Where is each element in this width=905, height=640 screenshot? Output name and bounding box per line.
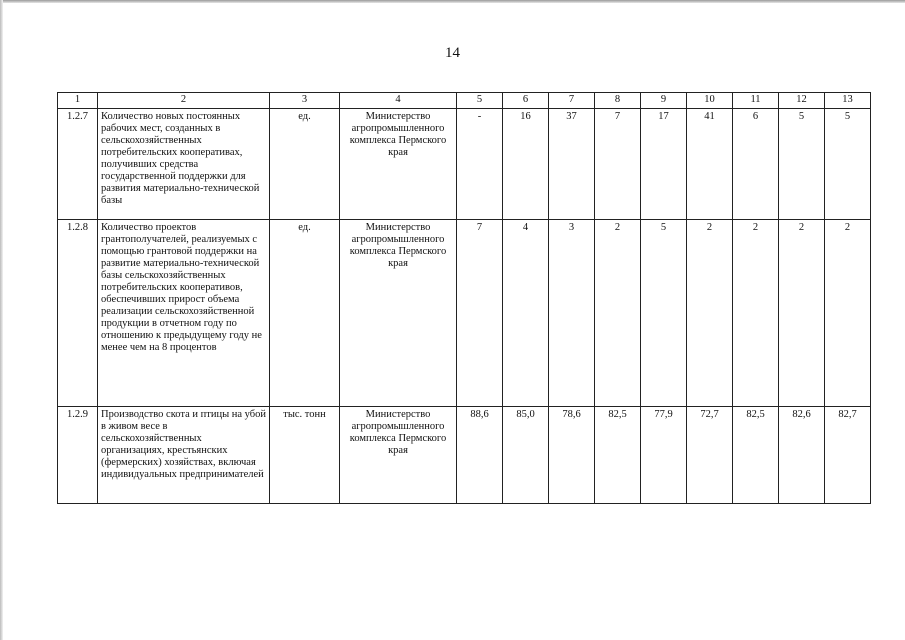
value-cell: 88,6 <box>457 407 503 504</box>
column-header: 5 <box>457 93 503 109</box>
value-cell: 4 <box>503 220 549 407</box>
responsible-org: Министерство агропромышленного комплекса Пермского края <box>340 220 457 407</box>
row-number: 1.2.7 <box>58 109 98 220</box>
column-header: 11 <box>733 93 779 109</box>
indicator-name: Количество новых постоянных рабочих мест, созданных в сельскохозяйственных потребительских кооперативах, получивших средства государственной поддержки для развития материально-технической базы <box>98 109 270 220</box>
value-cell: - <box>457 109 503 220</box>
value-cell: 2 <box>779 220 825 407</box>
value-cell: 82,5 <box>733 407 779 504</box>
unit: ед. <box>270 220 340 407</box>
column-header: 7 <box>549 93 595 109</box>
page-number: 14 <box>445 45 460 61</box>
column-header: 3 <box>270 93 340 109</box>
value-cell: 82,7 <box>825 407 871 504</box>
value-cell: 72,7 <box>687 407 733 504</box>
header-row <box>58 93 871 109</box>
column-header: 10 <box>687 93 733 109</box>
value-cell: 41 <box>687 109 733 220</box>
value-cell: 2 <box>687 220 733 407</box>
responsible-org: Министерство агропромышленного комплекса Пермского края <box>340 109 457 220</box>
unit: ед. <box>270 109 340 220</box>
value-cell: 82,6 <box>779 407 825 504</box>
value-cell: 17 <box>641 109 687 220</box>
scan-edge-top <box>0 0 905 3</box>
table-row <box>58 407 871 504</box>
scan-edge-left <box>0 0 3 640</box>
value-cell: 6 <box>733 109 779 220</box>
indicator-name: Производство скота и птицы на убой в живом весе в сельскохозяйственных организациях, крестьянских (фермерских) хозяйствах, включая индивидуальных предпринимателей <box>98 407 270 504</box>
row-number: 1.2.8 <box>58 220 98 407</box>
column-header: 13 <box>825 93 871 109</box>
value-cell: 37 <box>549 109 595 220</box>
column-header: 6 <box>503 93 549 109</box>
column-header: 2 <box>98 93 270 109</box>
value-cell: 2 <box>733 220 779 407</box>
column-header: 12 <box>779 93 825 109</box>
indicator-name: Количество проектов грантополучателей, реализуемых с помощью грантовой поддержки на развитие материально-технической базы сельскохозяйственных потребительских кооперативов, обеспечивших прирост объема реализации сельскохозяйственной продукции в отчетном году по отношению к предыдущему году не менее чем на 8 процентов <box>98 220 270 407</box>
value-cell: 5 <box>641 220 687 407</box>
responsible-org: Министерство агропромышленного комплекса Пермского края <box>340 407 457 504</box>
table-row <box>58 220 871 407</box>
value-cell: 7 <box>595 109 641 220</box>
column-header: 1 <box>58 93 98 109</box>
column-header: 4 <box>340 93 457 109</box>
value-cell: 82,5 <box>595 407 641 504</box>
indicators-table <box>57 92 871 504</box>
value-cell: 16 <box>503 109 549 220</box>
row-number: 1.2.9 <box>58 407 98 504</box>
value-cell: 78,6 <box>549 407 595 504</box>
value-cell: 2 <box>825 220 871 407</box>
value-cell: 3 <box>549 220 595 407</box>
value-cell: 77,9 <box>641 407 687 504</box>
value-cell: 5 <box>825 109 871 220</box>
column-header: 8 <box>595 93 641 109</box>
table-row <box>58 109 871 220</box>
value-cell: 7 <box>457 220 503 407</box>
value-cell: 5 <box>779 109 825 220</box>
unit: тыс. тонн <box>270 407 340 504</box>
value-cell: 85,0 <box>503 407 549 504</box>
value-cell: 2 <box>595 220 641 407</box>
column-header: 9 <box>641 93 687 109</box>
